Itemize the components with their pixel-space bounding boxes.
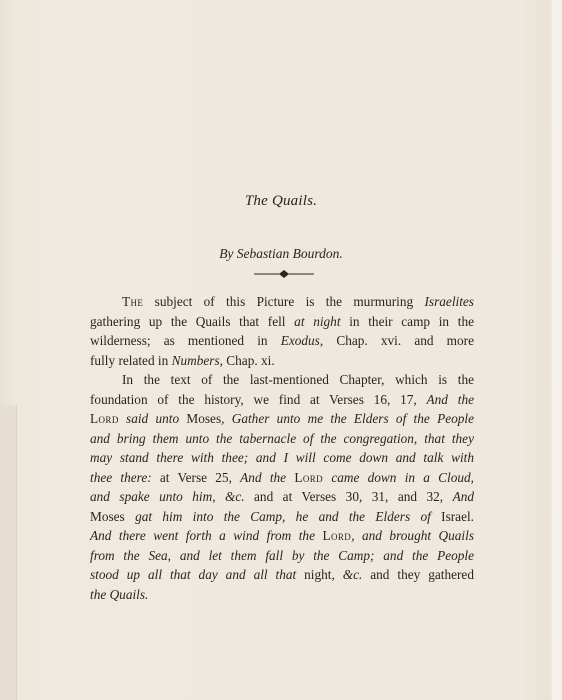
text-line: the Quails. [90, 586, 149, 602]
paragraph-1 [90, 292, 474, 370]
text-line: from the Sea, and let them fall by the Camp; and the People [90, 547, 474, 563]
text-line: wilderness; as mentioned in Exodus, Chap. xvi. and more [90, 333, 474, 348]
text-line: stood up all that day and all that night, &c. and they gathered [90, 567, 474, 582]
document-title: The Quails. [244, 193, 318, 209]
document-byline: By Sebastian Bourdon. [219, 246, 343, 261]
text-line: Lord said unto Moses, Gather unto me the Elders of the People [90, 411, 474, 426]
text-line: and bring them unto the tabernacle of the congregation, that they [90, 430, 474, 446]
text-line: The subject of this Picture is the murmuring Israelites [122, 294, 474, 309]
text-line: Moses gat him into the Camp, he and the Elders of Israel. [90, 508, 474, 524]
document-body [90, 292, 474, 604]
text-line: fully related in Numbers, Chap. xi. [90, 352, 275, 368]
paragraph-2 [90, 370, 474, 604]
folded-edge [0, 405, 17, 700]
text-line: And there went forth a wind from the Lord, and brought Quails [90, 528, 474, 543]
text-line: In the text of the last-mentioned Chapter, which is the [122, 372, 474, 387]
text-line: and spake unto him, &c. and at Verses 30, 31, and 32, And [90, 489, 475, 504]
text-line: thee there: at Verse 25, And the Lord came down in a Cloud, [90, 469, 475, 485]
page-edge [552, 0, 562, 700]
text-line: foundation of the history, we find at Verses 16, 17, And the [90, 391, 474, 407]
text-line: gathering up the Quails that fell at night in their camp in the [90, 313, 474, 329]
ornament-divider [252, 268, 316, 280]
text-line: may stand there with thee; and I will come down and talk with [90, 450, 474, 465]
